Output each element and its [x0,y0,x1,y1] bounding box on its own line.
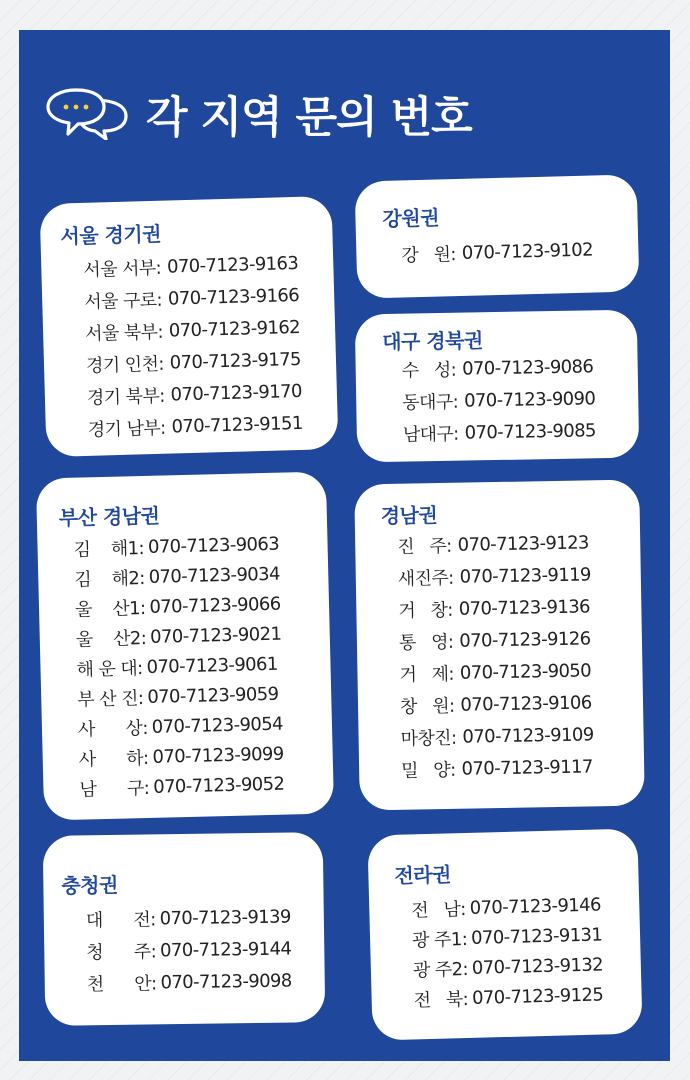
region-label: 동대구: [402,391,459,414]
region-label: 부 산 진: [77,688,144,711]
card-gyeongnam [354,480,645,811]
phone-number: 070-7123-9131 [470,923,603,949]
contact-entry [412,919,603,954]
phone-number: 070-7123-9109 [462,723,594,748]
region-label: 김 해2: [74,567,145,591]
region-label: 진 주: [397,535,452,558]
phone-number: 070-7123-9126 [459,627,591,652]
contact-entry [401,750,595,785]
region-label: 울 산2: [75,627,147,651]
region-label: 해 운 대: [76,658,143,681]
region-label: 마창진: [400,727,457,750]
phone-number: 070-7123-9125 [471,983,604,1009]
phone-number: 070-7123-9119 [459,563,591,588]
phone-number: 070-7123-9170 [170,380,303,406]
region-label: 거 제: [399,663,455,686]
contact-entry [79,769,285,804]
contact-entry [401,350,595,385]
region-label: 수 성: [401,359,457,382]
contact-entry [400,686,594,721]
region-label: 서울 구로: [83,289,163,313]
region-label: 광 주1: [411,928,468,952]
phone-number: 070-7123-9123 [457,531,589,556]
region-label: 강 원: [401,244,457,267]
phone-number: 070-7123-9166 [167,284,300,310]
region-label: 울 산1: [74,597,146,621]
phone-number: 070-7123-9151 [171,412,303,438]
card-chungcheong [43,832,326,1026]
phone-number: 070-7123-9066 [149,593,281,618]
contact-entry [403,414,597,449]
region-label: 서울 서부: [83,257,162,281]
region-label: 경기 인천: [85,353,165,377]
contact-entry [398,558,592,593]
phone-number: 070-7123-9099 [152,743,284,768]
contact-entry [401,233,593,270]
region-label: 전 남: [411,899,467,922]
phone-number: 070-7123-9054 [151,713,284,738]
region-label: 사 상: [77,717,149,741]
region-label: 새진주: [397,567,454,590]
region-label: 거 창: [398,599,453,622]
card-title: 부산 경남권 [58,503,160,531]
card-busan-gyeongnam [36,472,334,821]
phone-number: 070-7123-9162 [168,316,301,342]
contact-entry [87,965,292,1000]
contact-entry [400,718,594,753]
contact-entry [87,407,303,445]
phone-number: 070-7123-9098 [160,970,292,993]
contact-entry [413,979,604,1014]
phone-number: 070-7123-9050 [459,659,592,684]
chat-bubble-icon [46,86,130,140]
phone-number: 070-7123-9146 [469,893,602,919]
card-title: 강원권 [382,205,440,231]
phone-number: 070-7123-9090 [463,387,596,412]
phone-number: 070-7123-9163 [166,252,299,278]
region-label: 남대구: [402,423,459,446]
card-seoul-gyeonggi [40,196,339,457]
phone-number: 070-7123-9106 [460,691,592,716]
page-title: 각 지역 문의 번호 [146,93,472,143]
phone-number: 070-7123-9086 [461,355,594,380]
contact-entry [402,382,596,417]
region-label: 전 북: [413,988,469,1012]
region-label: 밀 양: [401,759,456,782]
phone-number: 070-7123-9059 [147,683,279,708]
region-label: 서울 북부: [84,321,164,345]
phone-number: 070-7123-9061 [146,653,278,678]
region-label: 대 전: [85,909,156,932]
contact-entry [399,654,593,689]
contact-entry [399,622,593,657]
card-title: 경남권 [380,503,438,529]
contact-entry [397,526,591,561]
card-daegu-gyeongbuk [355,310,640,463]
card-title: 서울 경기권 [60,221,162,249]
phone-number: 070-7123-9102 [461,238,594,264]
phone-number: 070-7123-9144 [159,938,292,961]
region-label: 광 주2: [412,958,469,982]
card-gangwon [355,174,640,298]
card-title: 충청권 [61,872,119,898]
phone-number: 070-7123-9052 [152,773,285,798]
phone-number: 070-7123-9136 [458,595,591,620]
card-title: 전라권 [394,862,452,888]
region-label: 천 안: [86,973,157,996]
phone-number: 070-7123-9175 [169,348,302,374]
phone-number: 070-7123-9139 [159,906,291,929]
region-label: 경기 남부: [87,417,166,441]
phone-number: 070-7123-9117 [461,755,593,780]
card-jeolla [367,829,642,1041]
phone-number: 070-7123-9063 [147,533,280,558]
phone-number: 070-7123-9132 [471,953,604,979]
region-label: 청 주: [86,941,157,964]
region-label: 사 하: [78,747,149,771]
contact-entry [86,901,291,936]
contact-entry [86,933,291,968]
region-label: 남 구: [79,777,150,801]
region-label: 창 원: [399,695,455,718]
region-label: 김 해1: [73,537,145,561]
card-title: 대구 경북권 [382,328,483,354]
phone-number: 070-7123-9085 [464,419,596,444]
phone-number: 070-7123-9034 [148,563,281,588]
region-label: 경기 북부: [86,385,165,409]
contact-entry [398,590,592,625]
region-label: 통 영: [398,631,454,654]
phone-number: 070-7123-9021 [149,623,282,648]
